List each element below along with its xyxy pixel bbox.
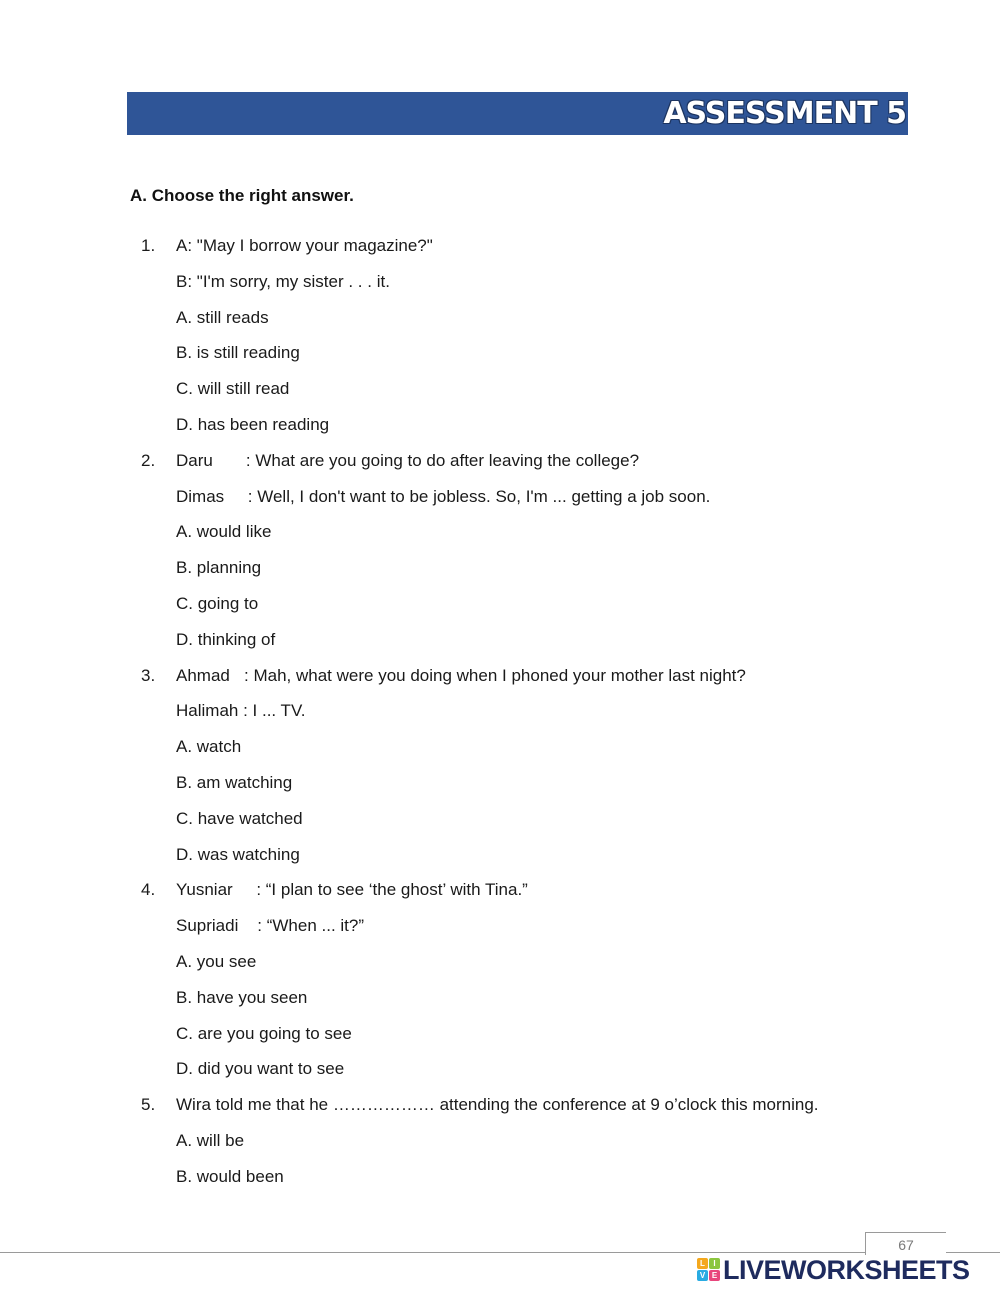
footer-divider <box>0 1252 1000 1253</box>
answer-option[interactable]: A. would like <box>176 522 272 542</box>
logo-block: E <box>709 1270 720 1281</box>
question-text: Yusniar : “I plan to see ‘the ghost’ with Tina.” <box>176 880 528 900</box>
question-text: B: "I'm sorry, my sister . . . it. <box>176 271 390 291</box>
answer-option[interactable]: D. did you want to see <box>176 1059 345 1079</box>
answer-option[interactable]: C. are you going to see <box>176 1023 352 1043</box>
question-text: Wira told me that he ……………… attending the conference at 9 o’clock this morning. <box>176 1095 819 1115</box>
answer-option[interactable]: B. is still reading <box>176 343 300 363</box>
logo-block: I <box>709 1258 720 1269</box>
answer-option[interactable]: A. you see <box>176 952 257 971</box>
logo-text: LIVEWORKSHEETS <box>723 1255 970 1285</box>
page-title: ASSESSMENT 5 <box>663 96 906 131</box>
answer-option[interactable]: C. have watched <box>176 808 303 828</box>
answer-option[interactable]: B. am watching <box>176 773 293 792</box>
page-number: 67 <box>898 1237 914 1253</box>
question-number: 4. <box>141 880 156 900</box>
answer-option[interactable]: C. going to <box>176 594 259 613</box>
question-text: Daru : What are you going to do after leaving the college? <box>176 450 640 470</box>
answer-option[interactable]: C. will still read <box>176 379 290 399</box>
answer-option[interactable]: B. would been <box>176 1166 284 1186</box>
answer-option[interactable]: B. planning <box>176 558 262 578</box>
answer-option[interactable]: D. was watching <box>176 844 300 864</box>
answer-option[interactable]: A. will be <box>176 1131 245 1150</box>
answer-option[interactable]: D. thinking of <box>176 629 276 649</box>
answer-option[interactable]: D. has been reading <box>176 415 330 434</box>
question-number: 5. <box>141 1095 156 1115</box>
logo-block: V <box>697 1270 708 1281</box>
question-number: 3. <box>141 665 156 685</box>
logo-block: L <box>697 1258 708 1269</box>
question-text: Ahmad : Mah, what were you doing when I phoned your mother last night? <box>176 665 746 685</box>
question-text: Supriadi : “When ... it?” <box>176 916 365 936</box>
page-number-box <box>865 1232 946 1255</box>
question-number: 1. <box>141 236 156 255</box>
answer-option[interactable]: A. watch <box>176 737 242 757</box>
section-heading: A. Choose the right answer. <box>130 186 354 205</box>
logo-blocks-icon <box>697 1258 721 1282</box>
answer-option[interactable]: A. still reads <box>176 307 269 327</box>
title-banner <box>127 92 908 135</box>
answer-option[interactable]: B. have you seen <box>176 987 308 1007</box>
question-number: 2. <box>141 450 156 470</box>
question-text: Dimas : Well, I don't want to be jobless. So, I'm ... getting a job soon. <box>176 486 711 506</box>
question-text: Halimah : I ... TV. <box>176 701 306 721</box>
question-text: A: "May I borrow your magazine?" <box>176 236 433 255</box>
